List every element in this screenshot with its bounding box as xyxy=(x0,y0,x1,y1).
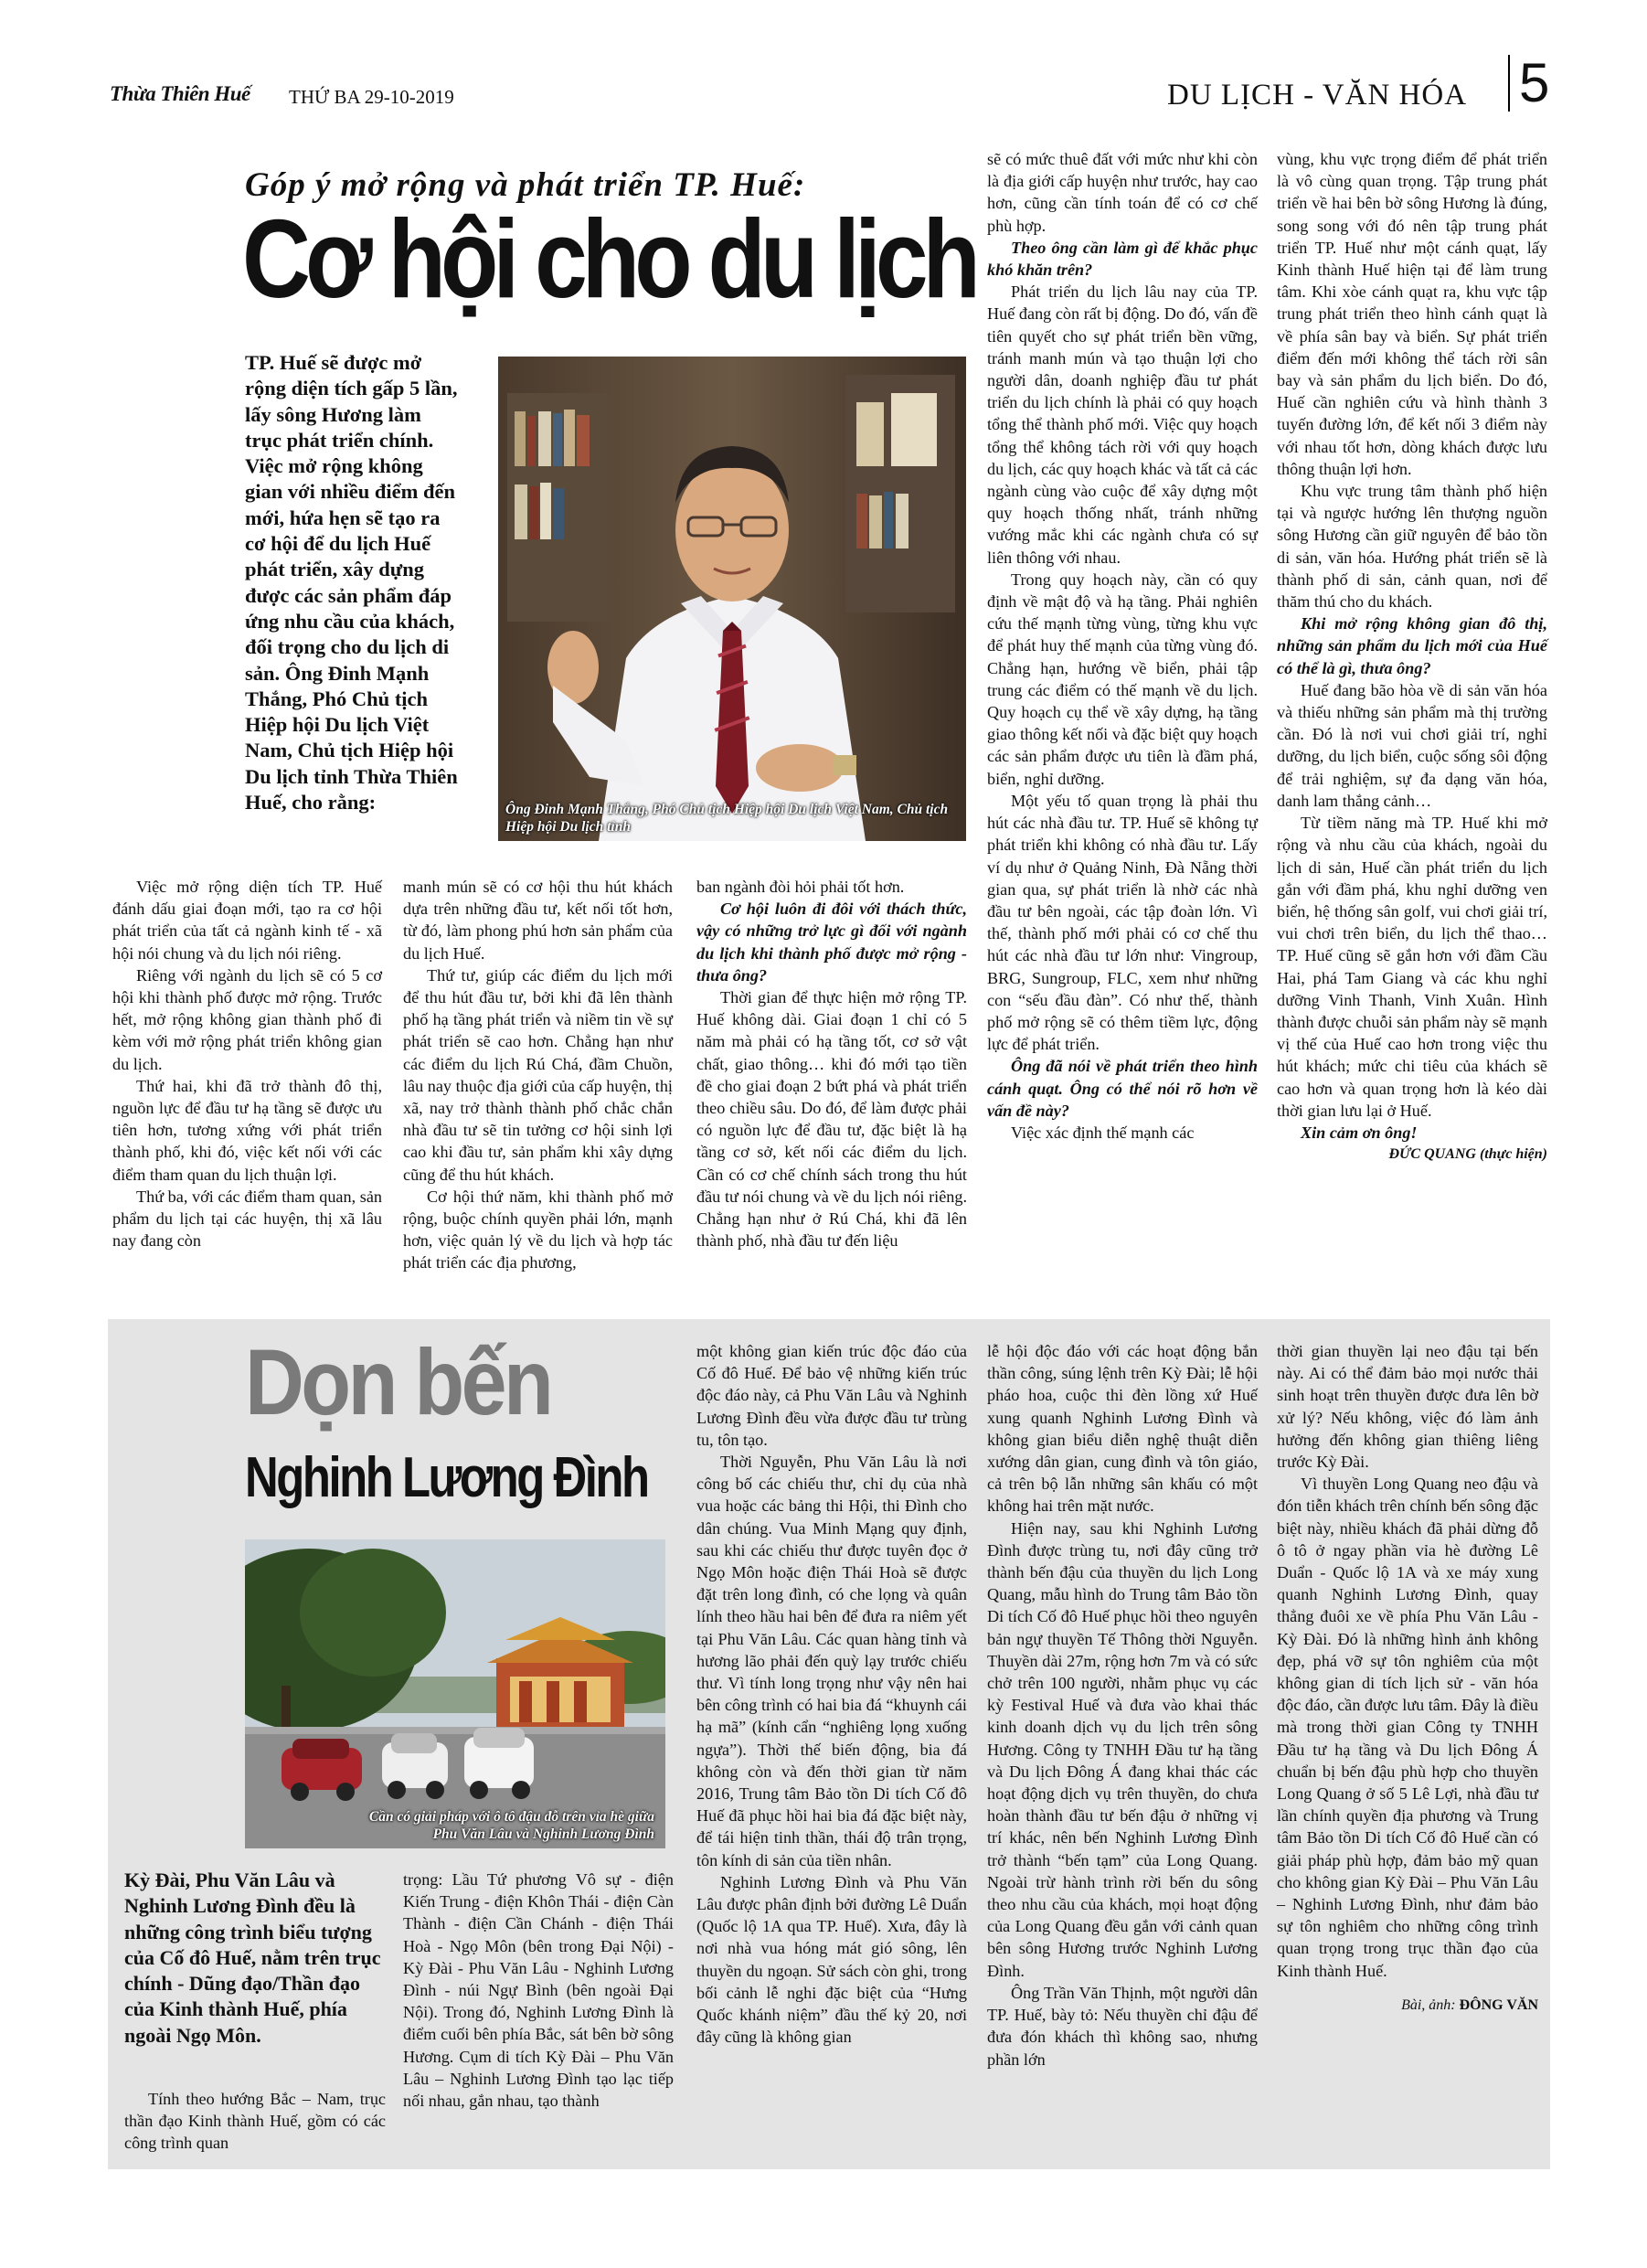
article2-column-4: lễ hội độc đáo với các hoạt động bắn thần công, súng lệnh trên Kỳ Đài; lễ hội pháo hoa, cuộc thi đèn lồng xứ Huế xung quanh Nghinh Lương Đình và không gian biểu diễn nghệ thuật diễn xướng dân gian, cung đình và tôn giáo, cả trên bộ lẫn những sân khấu có một không hai trên mặt nước. Hiện nay, sau khi Nghinh Lương Đình được trùng tu, nơi đây cũng trở thành bến đậu của thuyền du lịch Long Quang, mẫu hình do Trung tâm Bảo tồn Di tích Cố đô Huế phục hồi theo nguyên bản ngự thuyền Tế Thông thời Nguyễn. Thuyền dài 27m, rộng hơn 7m và có sức chở trên 100 người, nhằm phục vụ các kỳ Festival Huế và đưa vào khai thác kinh doanh dịch vụ du lịch trên sông Hương. Công ty TNHH Đầu tư hạ tầng và Du lịch Đông Á đang khai thác các hoạt động dịch vụ trên thuyền, do chưa hoàn thành đầu tư bến đậu ở những vị trí khác, nên bến Nghinh Lương Đình trở thành “bến tạm” của Long Quang. Ngoài trừ hành trình rời bến du sông theo nhu cầu của khách, mọi hoạt động của Long Quang đều gắn với cảnh quan bên sông Hương trước Nghinh Lương Đình. Ông Trần Văn Thịnh, một người dân TP. Huế, bày tỏ: Nếu thuyền chỉ đậu để đưa đón khách thì không sao, nhưng phần lớn xyxy=(987,1342,1258,2069)
article1-title: Cơ hội cho du lịch xyxy=(242,197,975,321)
article2-title-line1: Dọn bến xyxy=(245,1330,551,1434)
article2-column-5: thời gian thuyền lại neo đậu tại bến này. Ai có thể đảm bảo mọi nước thải sinh hoạt trên thuyền được đưa lên bờ xử lý? Nếu không, việc đó làm ảnh hưởng đến không gian thiêng liêng trước Kỳ Đài. Vì thuyền Long Quang neo đậu và đón tiễn khách trên chính bến sông đặc biệt này, nhiều khách đã phải dừng đỗ ô tô ở ngay phần vỉa hè đường Lê Duẩn - Quốc lộ 1A và xe máy xung quanh Nghinh Lương Đình, quay thẳng đuôi xe về phía Phu Văn Lâu - Kỳ Đài. Đó là những hình ảnh không đẹp, phá vỡ sự tôn nghiêm của một không gian di tích lịch sử - văn hóa độc đáo, cần được lưu tâm. Đây là điều mà trong thời gian Công ty TNHH Đầu tư hạ tầng và Du lịch Đông Á chuẩn bị bến đậu phù hợp cho thuyền Long Quang ở số 5 Lê Lợi, nhà đầu tư lần chính quyền địa phương và Trung tâm Bảo tồn Di tích Cố đô Huế cần có giải pháp phù hợp, đảm bảo mỹ quan cho không gian Kỳ Đài – Phu Văn Lâu – Nghinh Lương Đình, như đảm bảo sự tôn nghiêm cho những công trình quan trọng trong trục thần đạo của Kinh thành Huế. Bài, ảnh: ĐÔNG VĂN xyxy=(1277,1340,1538,2017)
article1-photo-caption: Ông Đinh Mạnh Thắng, Phó Chủ tịch Hiệp hội Du lịch Việt Nam, Chủ tịch Hiệp hội Du lịch tỉnh xyxy=(505,802,949,835)
article2-title-line2: Nghinh Lương Đình xyxy=(245,1446,648,1509)
article2-lead: Kỳ Đài, Phu Văn Lâu và Nghinh Lương Đình đều là những công trình biểu tượng của Cố đô Huế, nằm trên trục chính - Dũng đạo/Thần đạo của Kinh thành Huế, phía ngoài Ngọ Môn. xyxy=(124,1869,381,2047)
interview-question: Cơ hội luôn đi đôi với thách thức, vậy có những trở lực gì đối với ngành du lịch khi thành phố được mở rộng - thưa ông? xyxy=(696,900,967,985)
interview-question: Theo ông cần làm gì để khắc phục khó khăn trên? xyxy=(987,238,1258,280)
header-divider xyxy=(1508,55,1510,112)
article1-column-3: ban ngành đòi hỏi phải tốt hơn. Cơ hội luôn đi đôi với thách thức, vậy có những trở lực gì đối với ngành du lịch khi thành phố được mở rộng - thưa ông? Thời gian để thực hiện mở rộng TP. Huế không dài. Giai đoạn 1 chỉ có 5 năm mà phải có hạ tầng tốt, cơ sở vật chất, giao thông… khi đó mới tạo tiền đề cho giai đoạn 2 bứt phá và phát triển theo chiều sâu. Do đó, để làm được phải có nguồn lực để đầu tư, đặc biệt là hạ tầng cơ sở, kết nối các điểm du lịch. Cần có cơ chế chính sách trong thu hút đầu tư nói chung và về du lịch nói riêng. Chẳng hạn như ở Rú Chá, khi đã lên thành phố, nhà đầu tư đến liệu xyxy=(696,878,967,1251)
interview-photo xyxy=(498,357,966,841)
page-header xyxy=(110,52,1554,119)
article1-column-2: manh mún sẽ có cơ hội thu hút khách dựa trên những đầu tư, kết nối tốt hơn, từ đó, làm phong phú hơn sản phẩm của du lịch Huế. Thứ tư, giúp các điểm du lịch mới để thu hút đầu tư, bởi khi đã lên thành phố hạ tầng phát triển và niềm tin về sự phát triển sẽ cao hơn. Chẳng hạn như các điểm du lịch Rú Chá, đầm Chuồn, lâu nay thuộc địa giới của cấp huyện, thị xã, nay trở thành thành phố chắc chắn nhà đầu tư sẽ tin tưởng cơ hội sinh lợi cao khi đầu tư, sản phẩm khi xây dựng cũng để thu hút khách. Cơ hội thứ năm, khi thành phố mở rộng, buộc chính quyền phải lớn, mạnh hơn, việc quản lý về du lịch và hợp tác phát triển các địa phương, xyxy=(403,878,673,1272)
article2-column-3: một không gian kiến trúc độc đáo của Cố đô Huế. Để bảo vệ những kiến trúc độc đáo này, cả Phu Văn Lâu và Nghinh Lương Đình đều vừa được đầu tư trùng tu, tôn tạo. Thời Nguyễn, Phu Văn Lâu là nơi công bố các chiếu thư, chỉ dụ của nhà vua hoặc các bảng thi Hội, thi Đình cho dân chúng. Vua Minh Mạng quy định, sau khi các chiếu thư được tuyên đọc ở Ngọ Môn hoặc điện Thái Hoà sẽ được đặt trên long đình, có che lọng và quân lính theo hầu hai bên để đưa ra niêm yết tại Phu Văn Lâu. Các quan hàng tỉnh và hương lão phải đến quỳ lạy trước chiếu thư. Vì tính long trọng như vậy nên hai bên công trình có hai bia đá “khuynh cái hạ mã” (kính cẩn “nghiêng lọng xuống ngựa”). Thời thế biến động, bia đá không còn và đến thời gian từ năm 2016, Trung tâm Bảo tồn Di tích Cố đô Huế đã phục hồi hai bia đá đặc biệt này, để tái hiện tinh thần, thái độ trân trọng, tôn kính di sản của tiền nhân. Nghinh Lương Đình và Phu Văn Lâu được phân định bởi đường Lê Duẩn (Quốc lộ 1A qua TP. Huế). Xưa, đây là nơi nhà vua hóng mát gió sông, lên thuyền du ngoạn. Sử sách còn ghi, trong bối cảnh lễ nghi đặc biệt của “Hưng Quốc khánh niệm” đầu thế kỷ 20, nơi đây cũng là không gian xyxy=(696,1342,967,2047)
page-number: 5 xyxy=(1519,52,1550,113)
article2-photo xyxy=(245,1539,665,1848)
interview-question: Ông đã nói về phát triển theo hình cánh quạt. Ông có thể nói rõ hơn về vấn đề này? xyxy=(987,1057,1258,1120)
article2-column-2: trọng: Lầu Tứ phương Vô sự - điện Kiến Trung - điện Khôn Thái - điện Càn Thành - điện Cần Chánh - điện Thái Hoà - Ngọ Môn (bên trong Đại Nội) - Kỳ Đài - Phu Văn Lâu - Nghinh Lương Đình - núi Ngự Bình (bên ngoài Đại Nội). Trong đó, Nghinh Lương Đình là điểm cuối bên phía Bắc, sát bên bờ sông Hương. Cụm di tích Kỳ Đài – Phu Văn Lâu – Nghinh Lương Đình tạo lạc tiếp nối nhau, gắn nhau, tạo thành xyxy=(403,1870,674,2111)
interview-question: Khi mở rộng không gian đô thị, những sản phẩm du lịch mới của Huế có thể là gì, thưa ông? xyxy=(1277,614,1547,677)
article1-byline: ĐỨC QUANG (thực hiện) xyxy=(1388,1146,1547,1163)
article1-photo xyxy=(498,357,966,841)
issue-date: THỨ BA 29-10-2019 xyxy=(289,86,454,108)
article1-column-1: Việc mở rộng diện tích TP. Huế đánh dấu giai đoạn mới, tạo ra cơ hội phát triển của tất cả ngành kinh tế - xã hội nói chung và du lịch nói riêng. Riêng với ngành du lịch sẽ có 5 cơ hội khi thành phố được mở rộng. Trước hết, mở rộng không gian thành phố đi kèm với mở rộng phát triển không gian du lịch. Thứ hai, khi đã trở thành đô thị, nguồn lực để đầu tư hạ tầng sẽ được ưu tiên hơn, tương xứng với phát triển thành phố, khi đó, việc kết nối với các điểm tham quan du lịch thuận lợi. Thứ ba, với các điểm tham quan, sản phẩm du lịch tại các huyện, thị xã lâu nay đang còn xyxy=(112,878,382,1251)
section-name: DU LỊCH - VĂN HÓA xyxy=(1167,79,1468,112)
article1-column-5: vùng, khu vực trọng điểm để phát triển là vô cùng quan trọng. Tập trung phát triển về hai bên bờ sông Hương là đúng, song song với đó nên tập trung phát triển TP. Huế như một cánh quạt, lấy Kinh thành Huế hiện tại để làm trung tâm. Khi xòe cánh quạt ra, khu vực tập trung phát triển theo hình cánh quạt là về phía sân bay và biển. Sự phát triển điểm đến mới không thể tách rời sân bay và sản phẩm du lịch biển. Do đó, Huế cần nghiên cứu và hình thành 3 tuyến đường lớn, để kết nối 3 điểm này với nhau tốt hơn, dòng khách được lưu thông thuận lợi hơn. Khu vực trung tâm thành phố hiện tại và ngược hướng lên thượng nguồn sông Hương cần giữ nguyên để bảo tồn di sản, văn hóa. Hướng phát triển sẽ là thành phố di sản, cảnh quan, nơi để thăm thú cho du khách. Khi mở rộng không gian đô thị, những sản phẩm du lịch mới của Huế có thể là gì, thưa ông? Huế đang bão hòa về di sản văn hóa và thiếu những sản phẩm mà thị trường cần. Đó là nơi vui chơi giải trí, nghỉ dưỡng, du lịch biển, cuộc sống sôi động để trải nghiệm, sự đa dạng văn hóa, danh lam thắng cảnh… Từ tiềm năng mà TP. Huế khi mở rộng và nhu cầu của khách, ngoài du lịch di sản, Huế cần phát triển du lịch gắn với đầm phá, khu nghỉ dưỡng ven biển, hệ thống sân golf, vui chơi giải trí, vui chơi trên biển, du lịch thể thao… TP. Huế cũng sẽ gắn hơn với đầm Cầu Hai, phá Tam Giang và các khu nghỉ dưỡng Vinh Thanh, Vinh Xuân. Hình thành được chuỗi sản phẩm này sẽ mạnh vị thế của Huế cao hơn trong việc thu hút khách; mức chi tiêu của khách sẽ cao hơn và quan trọng hơn là kéo dài thời gian lưu lại ở Huế. Xin cảm ơn ông! ĐỨC QUANG (thực hiện) xyxy=(1277,148,1547,1166)
article1-column-4: sẽ có mức thuê đất với mức như khi còn là địa giới cấp huyện như trước, hay cao hơn, cũng cần tính toán để có cơ chế phù hợp. Theo ông cần làm gì để khắc phục khó khăn trên? Phát triển du lịch lâu nay của TP. Huế đang còn rất bị động. Do đó, vấn đề tiên quyết cho sự phát triển bền vững, tránh manh mún và tạo thuận lợi cho người dân, doanh nghiệp đầu tư phát triển du lịch chính là phải có quy hoạch tổng thể thành phố mới. Việc quy hoạch tổng thể không tách rời với quy hoạch du lịch, các quy hoạch khác và tất cả các ngành cùng vào cuộc để xây dựng một quy hoạch thống nhất, tránh những vướng mắc khi các ngành chưa có sự liên thông với nhau. Trong quy hoạch này, cần có quy định về mật độ và hạ tầng. Phải nghiên cứu thế mạnh từng vùng, từng khu vực để phát huy thế mạnh của từng vùng đó. Chẳng hạn, hướng về biển, phải tập trung các điểm có thế mạnh về du lịch. Quy hoạch cụ thể về xây dựng, hạ tầng giao thông kết nối và đặc biệt quy hoạch các sản phẩm được ưu tiên là đầm phá, biển, nghỉ dưỡng. Một yếu tố quan trọng là phải thu hút các nhà đầu tư. TP. Huế sẽ không tự phát triển khi không có nhà đầu tư. Lấy ví dụ như ở Quảng Ninh, Đà Nẵng thời gian qua, sự phát triển là nhờ các nhà đầu tư bên ngoài, các tập đoàn lớn. Vì thế, thành phố mới phải có cơ chế thu hút các nhà đầu tư lớn như: Vingroup, BRG, Sungroup, FLC, xem như những con “sếu đầu đàn”. Có như thế, thành phố mở rộng sẽ có thêm tiềm lực, động lực để phát triển. Ông đã nói về phát triển theo hình cánh quạt. Ông có thể nói rõ hơn về vấn đề này? Việc xác định thế mạnh các xyxy=(987,150,1258,1142)
nghinh-luong-dinh-photo xyxy=(245,1539,665,1848)
article1-lead: TP. Huế sẽ được mở rộng diện tích gấp 5 lần, lấy sông Hương làm trục phát triển chính. Việc mở rộng không gian với nhiều điểm đến mới, hứa hẹn sẽ tạo ra cơ hội để du lịch Huế phát triển, xây dựng được các sản phẩm đáp ứng nhu cầu của khách, đối trọng cho du lịch di sản. Ông Đinh Mạnh Thắng, Phó Chủ tịch Hiệp hội Du lịch Việt Nam, Chủ tịch Hiệp hội Du lịch tỉnh Thừa Thiên Huế, cho rằng: xyxy=(245,351,458,815)
paper-name: Thừa Thiên Huế xyxy=(110,82,250,105)
article1-kicker: Góp ý mở rộng và phát triển TP. Huế: xyxy=(245,166,806,204)
article2-byline: Bài, ảnh: ĐÔNG VĂN xyxy=(1401,1996,1538,2013)
article2-column-1: Tính theo hướng Bắc – Nam, trục thần đạo Kinh thành Huế, gồm có các công trình quan xyxy=(124,2090,386,2153)
article2-photo-caption: Cần có giải pháp với ô tô đậu đỗ trên vỉa hè giữa Phu Văn Lâu và Nghinh Lương Đình xyxy=(368,1809,654,1842)
